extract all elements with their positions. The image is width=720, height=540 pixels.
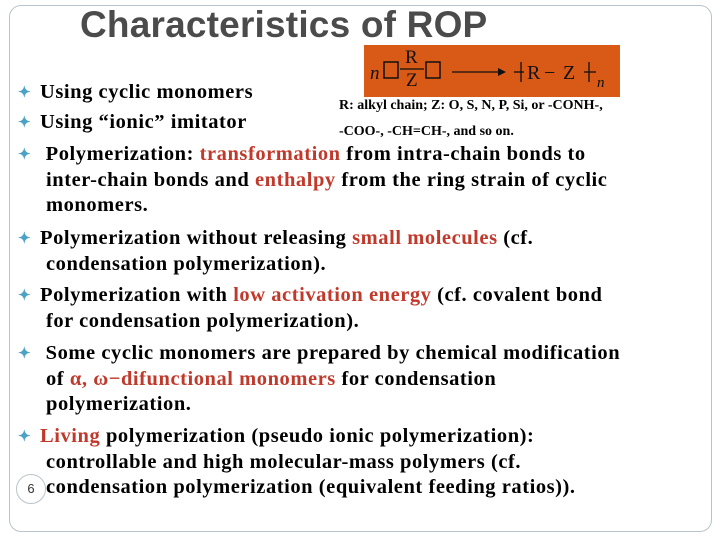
bullet-icon: ✦ [18, 147, 32, 163]
bullet-6-line3: polymerization. [46, 393, 192, 415]
scheme-Z: Z [406, 70, 418, 91]
bullet-6 [18, 341, 708, 417]
slide-title: Characteristics of ROP [80, 4, 488, 45]
bullet-3-line2: inter-chain bonds and [46, 169, 255, 191]
bullet-4 [18, 226, 708, 277]
page-number: 6 [16, 474, 46, 504]
emphasis-transformation: transformation [199, 143, 341, 165]
bullet-3-text: Polymerization: [40, 143, 200, 165]
bullet-3 [18, 142, 708, 218]
bullet-7-line2: controllable and high molecular-mass polymers (cf. [46, 451, 522, 473]
bullet-6-line2-cont: for condensation [335, 368, 497, 390]
scheme-n-left: n [370, 63, 380, 84]
bullet-7 [18, 424, 708, 500]
bullet-5-text-cont: (cf. covalent bond [431, 284, 603, 306]
scheme-product-dash: − [544, 62, 556, 84]
bullet-2 [18, 110, 708, 136]
bullet-icon: ✦ [18, 429, 32, 445]
bullet-4-text: Polymerization without releasing [40, 227, 353, 249]
scheme-note-line2: -COO-, -CH=CH-, and so on. [339, 124, 514, 139]
emphasis-small-molecules: small molecules [352, 227, 498, 249]
bullet-5-text: Polymerization with [40, 284, 234, 306]
bullet-1-text: Using cyclic monomers [40, 81, 254, 103]
bullet-icon: ✦ [18, 231, 32, 247]
bullet-icon: ✦ [18, 346, 32, 362]
emphasis-difunctional-monomers: α, ω−difunctional monomers [69, 368, 336, 390]
bullet-6-text: Some cyclic monomers are prepared by chemical modification [40, 342, 621, 364]
scheme-product-R: R [527, 62, 541, 84]
bullet-icon: ✦ [18, 115, 32, 131]
scheme-arrowhead [498, 68, 506, 76]
bullet-4-line2: condensation polymerization). [46, 253, 327, 275]
bullet-2-text: Using “ionic” imitator [40, 111, 247, 133]
bullet-6-line2: of [46, 368, 70, 390]
bullet-7-line3: condensation polymerization (equivalent feeding ratios)). [46, 476, 576, 498]
emphasis-enthalpy: enthalpy [255, 169, 336, 191]
bullet-1 [18, 80, 708, 106]
bullet-icon: ✦ [18, 85, 32, 101]
bullet-3-line3: monomers. [46, 194, 149, 216]
bullet-5 [18, 283, 708, 334]
bullet-3-line2-cont: from the ring strain of cyclic [335, 169, 608, 191]
bullet-7-text: polymerization (pseudo ionic polymerization): [100, 425, 535, 447]
scheme-note-line1: R: alkyl chain; Z: O, S, N, P, Si, or -CONH-, [339, 98, 603, 113]
bullet-4-text-cont: (cf. [497, 227, 534, 249]
emphasis-low-activation-energy: low activation energy [233, 284, 432, 306]
scheme-R: R [405, 47, 418, 68]
scheme-n-right: n [597, 75, 605, 91]
bullet-5-line2: for condensation polymerization). [46, 310, 360, 332]
scheme-product-Z: Z [563, 62, 576, 84]
bullet-icon: ✦ [18, 288, 32, 304]
scheme-ring-left-box [384, 62, 398, 78]
bullet-3-text-cont: from intra-chain bonds to [340, 143, 586, 165]
scheme-ring-right-box [426, 62, 440, 78]
emphasis-living: Living [40, 425, 101, 447]
